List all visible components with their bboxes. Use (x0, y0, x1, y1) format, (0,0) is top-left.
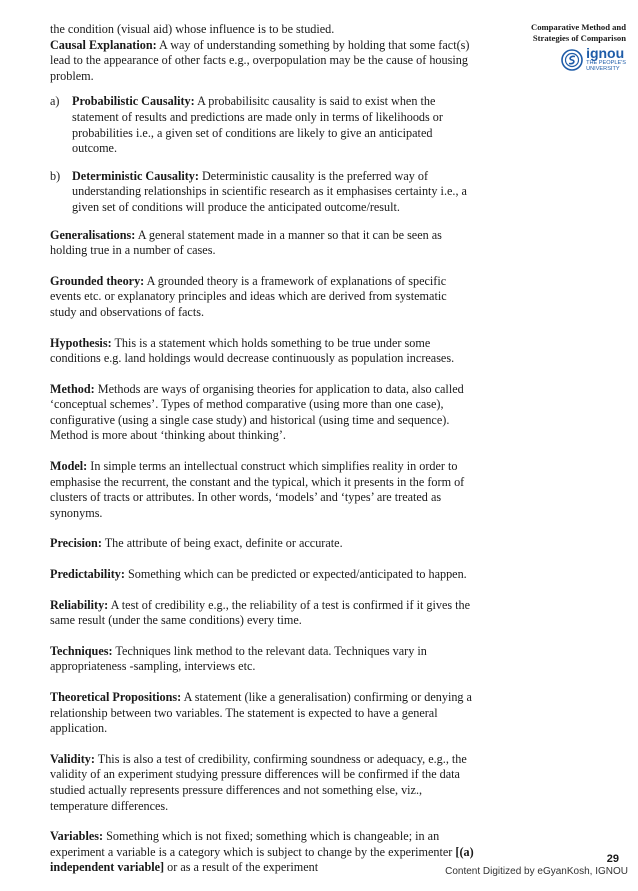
page-number: 29 (606, 853, 619, 865)
glossary-term: Validity: (50, 751, 95, 766)
logo-name: ignou (586, 45, 625, 61)
deterministic-causality-entry (50, 169, 475, 216)
glossary-entry (50, 598, 475, 629)
sub-label-b: b) (50, 168, 61, 183)
glossary-body (50, 22, 475, 891)
glossary-entry (50, 690, 475, 737)
glossary-term: Theoretical Propositions: (50, 690, 182, 704)
sub-label-a: a) (50, 94, 60, 109)
glossary-entry (50, 228, 475, 259)
glossary-definition: The attribute of being exact, definite or accurate. (104, 536, 343, 551)
running-header (506, 22, 626, 73)
glossary-definition: A general statement made in a manner so that it can be seen as holding true in a number of cases. (50, 227, 442, 258)
glossary-entry (50, 752, 475, 814)
glossary-definition: Techniques link method to the relevant data. Techniques vary in appropriateness -sampling, interviews etc. (50, 643, 427, 674)
deterministic-causality-text: Deterministic causality is the preferred way of understanding relationships in scientific research as it emphasises certainty i.e., a given set of conditions will produce the anticipated outcome/result. (72, 168, 467, 214)
glossary-term: Grounded theory: (50, 273, 145, 288)
causal-explanation-term: Causal Explanation: (50, 37, 157, 52)
glossary-entry (50, 382, 475, 444)
independent-variable-note: [(a) independent variable] (50, 844, 474, 875)
glossary-entry (50, 644, 475, 675)
deterministic-causality-term: Deterministic Causality: (72, 168, 199, 183)
glossary-entry (50, 536, 475, 552)
glossary-definition: A test of credibility e.g., the reliability of a test is confirmed if it gives the same result (under the same conditions) every time. (50, 597, 471, 628)
logo-wordmark (586, 47, 626, 73)
logo-sub1: THE PEOPLE'S (586, 60, 626, 66)
glossary-definition: This is also a test of credibility, confirming soundness or adequacy, e.g., the validity of an experiment studying pressure differences will be confirmed if the data studied actually represents pressure differences and not something else, viz., temperature differences. (50, 751, 467, 813)
glossary-entry (50, 459, 475, 521)
variables-entry (50, 829, 475, 876)
glossary-definition: A grounded theory is a framework of explanations of specific events etc. or explanatory principles and ideas which are derived from systematic study and observations of facts. (50, 273, 447, 319)
variables-text: Something which is not fixed; something which is changeable; in an experiment a variable is a category which is subject to change by the experimenter (50, 829, 453, 859)
glossary-term: Predictability: (50, 567, 125, 582)
causal-explanation-entry (50, 22, 475, 84)
variables-end-text: or as a result of the experiment (167, 860, 319, 875)
ignou-emblem-icon (561, 49, 583, 71)
glossary-term: Method: (50, 381, 95, 396)
glossary-term: Hypothesis: (50, 335, 112, 350)
glossary-term: Techniques: (50, 643, 113, 658)
section-title-line2: Strategies of Comparison (532, 33, 626, 43)
glossary-definition: In simple terms an intellectual construct which simplifies reality in order to emphasise the recurrent, the constant and the typical, which it presents in the form of clusters of tracts or attributes. In other words, ‘models’ and ‘types’ are treated as synonyms. (50, 459, 465, 520)
logo-sub2: UNIVERSITY (586, 66, 620, 73)
probabilistic-causality-term: Probabilistic Causality: (72, 94, 195, 109)
intro-text: the condition (visual aid) whose influence is to be studied. (50, 22, 335, 36)
section-title-line1: Comparative Method and (530, 22, 626, 32)
glossary-term: Generalisations: (50, 227, 136, 242)
glossary-term: Precision: (50, 536, 102, 551)
glossary-entry (50, 567, 475, 583)
glossary-term: Reliability: (50, 597, 109, 612)
digitization-footer: Content Digitized by eGyanKosh, IGNOU (445, 866, 628, 877)
glossary-definition: A statement (like a generalisation) confirming or denying a relationship between two variables. The statement is expected to have a general application. (50, 690, 472, 736)
ignou-logo (506, 47, 626, 73)
glossary-entry (50, 336, 475, 367)
probabilistic-causality-entry (50, 94, 475, 156)
causal-explanation-text: A way of understanding something by holding that some fact(s) lead to the appearance of other facts e.g., overpopulation may be the cause of housing problem. (50, 37, 470, 83)
glossary-definition: Something which can be predicted or expected/anticipated to happen. (127, 567, 467, 582)
glossary-definition: Methods are ways of organising theories for application to data, also called ‘conceptual schemes’. Types of method comparative (using more than one case), configurative (using a single case study) and historical (using time and sequence). Method is more about ‘thinking about thinking’. (50, 381, 464, 443)
probabilistic-causality-text: A probabilisitc causality is said to exist when the statement of results and predictions are made only in terms of likelihoods or probabilities i.e., a given set of conditions are likely to give an anticipated outcome. (72, 94, 443, 156)
variables-term: Variables: (50, 829, 104, 844)
glossary-entry (50, 274, 475, 321)
glossary-term: Model: (50, 459, 88, 474)
glossary-definition: This is a statement which holds something to be true under some conditions e.g. land holdings would decrease continuously as population increases. (50, 335, 455, 366)
